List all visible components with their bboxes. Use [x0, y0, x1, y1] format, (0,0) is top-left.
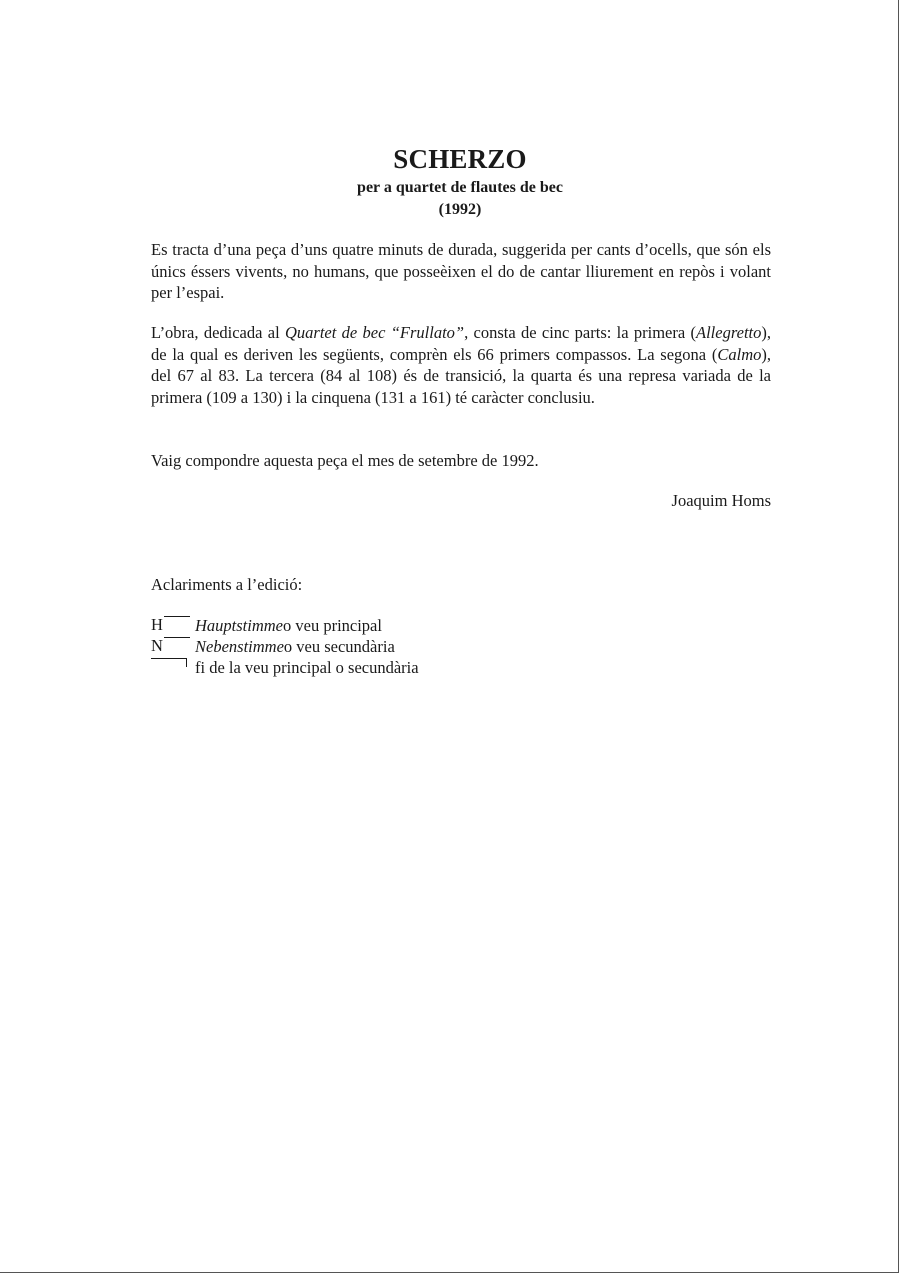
p2-text-e: ), de la qual es deriven les següents, comprèn els 66 primers compassos. La segona ( [151, 323, 771, 364]
bracket-line [164, 616, 190, 617]
bracket-hook [186, 658, 187, 667]
author-signature: Joaquim Homs [671, 491, 771, 510]
hauptstimme-term: Hauptstimme [195, 616, 283, 635]
legend-item-end-voice [151, 657, 419, 678]
legend-item-hauptstimme [151, 615, 419, 636]
dedicatee-name: Quartet de bec “Frullato” [284, 323, 465, 342]
nebenstimme-term: Nebenstimme [195, 637, 284, 656]
end-bracket-symbol [151, 657, 195, 673]
bracket-line [151, 658, 187, 659]
legend-list [151, 615, 419, 678]
bracket-line [164, 637, 190, 638]
paragraph-date: Vaig compondre aquesta peça el mes de setembre de 1992. [151, 451, 539, 470]
nebenstimme-desc: o veu secundària [283, 637, 395, 656]
hauptstimme-desc: o veu principal [283, 616, 382, 635]
clarifications-heading: Aclariments a l’edició: [151, 575, 303, 594]
page-subtitle: per a quartet de flautes de bec [357, 179, 563, 196]
paragraph-structure [151, 322, 771, 408]
hauptstimme-symbol [151, 615, 195, 634]
page-title: SCHERZO [393, 144, 527, 174]
tempo-calmo: Calmo [717, 344, 762, 364]
tempo-allegretto: Allegretto [696, 323, 762, 342]
nebenstimme-symbol [151, 636, 195, 655]
hauptstimme-letter: H [151, 615, 163, 634]
p2-text-g: ), del 67 al 83. La tercera (84 al 108) és de transició, la quarta és una represa variada de la primera (109 a 130) i la cinquena (131 a 161) té caràcter conclusiu. [151, 344, 771, 407]
p2-text-c: , consta de cinc parts: la primera ( [464, 323, 696, 342]
p2-text-a: L’obra, dedicada al [151, 323, 285, 342]
end-voice-desc: fi de la veu principal o secundària [195, 658, 419, 677]
composition-year: (1992) [438, 201, 482, 218]
paragraph-description: Es tracta d’una peça d’uns quatre minuts de durada, suggerida per cants d’ocells, que són els únics éssers vivents, no humans, que posseèixen el do de cantar lliurement en repòs i volant per l’espai. [151, 240, 771, 303]
legend-item-nebenstimme [151, 636, 419, 657]
nebenstimme-letter: N [151, 636, 163, 655]
